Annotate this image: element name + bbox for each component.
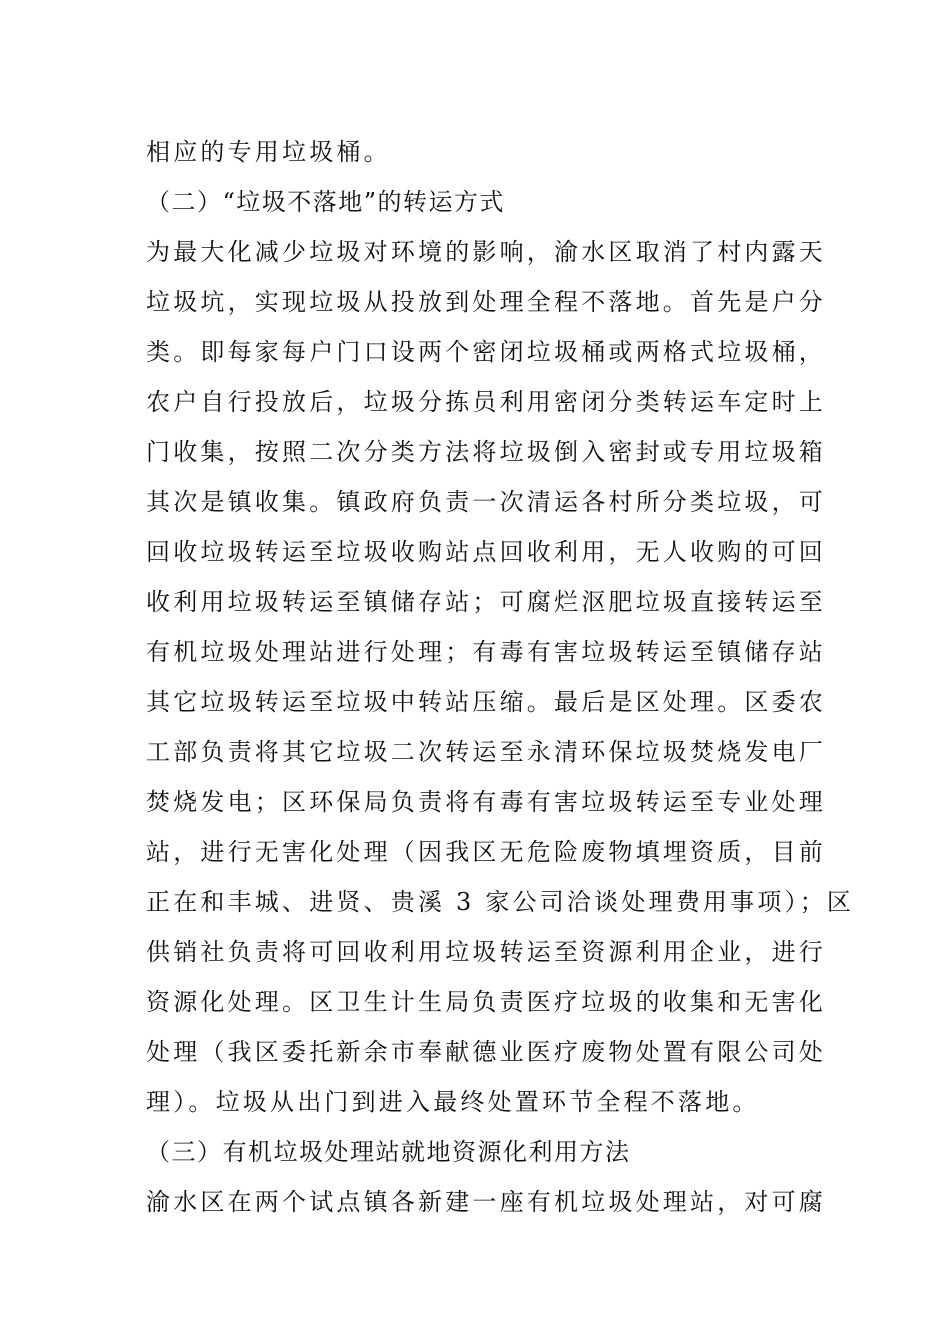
text-line: 农户自行投放后，垃圾分拣员利用密闭分类转运车定时上: [146, 388, 826, 416]
text-line: 有机垃圾处理站进行处理；有毒有害垃圾转运至镇储存站: [146, 638, 826, 666]
text-line: 类。即每家每户门口设两个密闭垃圾桶或两格式垃圾桶，: [146, 338, 826, 366]
text-line: 焚烧发电；区环保局负责将有毒有害垃圾转运至专业处理: [146, 788, 826, 816]
text-line: 工部负责将其它垃圾二次转运至永清环保垃圾焚烧发电厂: [146, 738, 826, 766]
text-line: 为最大化减少垃圾对环境的影响，渝水区取消了村内露天: [146, 238, 826, 266]
text-line: 正在和丰城、进贤、贵溪 3 家公司洽谈处理费用事项）；区: [146, 888, 855, 916]
section-heading: （二）“垃圾不落地”的转运方式: [146, 188, 506, 216]
text-line: 理）。垃圾从出门到进入最终处置环节全程不落地。: [146, 1088, 760, 1116]
text-line: 渝水区在两个试点镇各新建一座有机垃圾处理站，对可腐: [146, 1188, 826, 1216]
text-line: 处理（我区委托新余市奉献德业医疗废物处置有限公司处: [146, 1038, 826, 1066]
text-line: 供销社负责将可回收利用垃圾转运至资源利用企业，进行: [146, 938, 826, 966]
text-line: 门收集，按照二次分类方法将垃圾倒入密封或专用垃圾箱: [146, 438, 826, 466]
section-heading: （三）有机垃圾处理站就地资源化利用方法: [146, 1138, 631, 1166]
text-line: 相应的专用垃圾桶。: [146, 138, 391, 166]
text-line: 资源化处理。区卫生计生局负责医疗垃圾的收集和无害化: [146, 988, 826, 1016]
text-line: 其它垃圾转运至垃圾中转站压缩。最后是区处理。区委农: [146, 688, 826, 716]
text-line: 回收垃圾转运至垃圾收购站点回收利用，无人收购的可回: [146, 538, 826, 566]
text-line: 收利用垃圾转运至镇储存站；可腐烂沤肥垃圾直接转运至: [146, 588, 826, 616]
text-line: 其次是镇收集。镇政府负责一次清运各村所分类垃圾，可: [146, 488, 826, 516]
text-line: 垃圾坑，实现垃圾从投放到处理全程不落地。首先是户分: [146, 288, 826, 316]
text-line: 站，进行无害化处理（因我区无危险废物填埋资质，目前: [146, 838, 826, 866]
